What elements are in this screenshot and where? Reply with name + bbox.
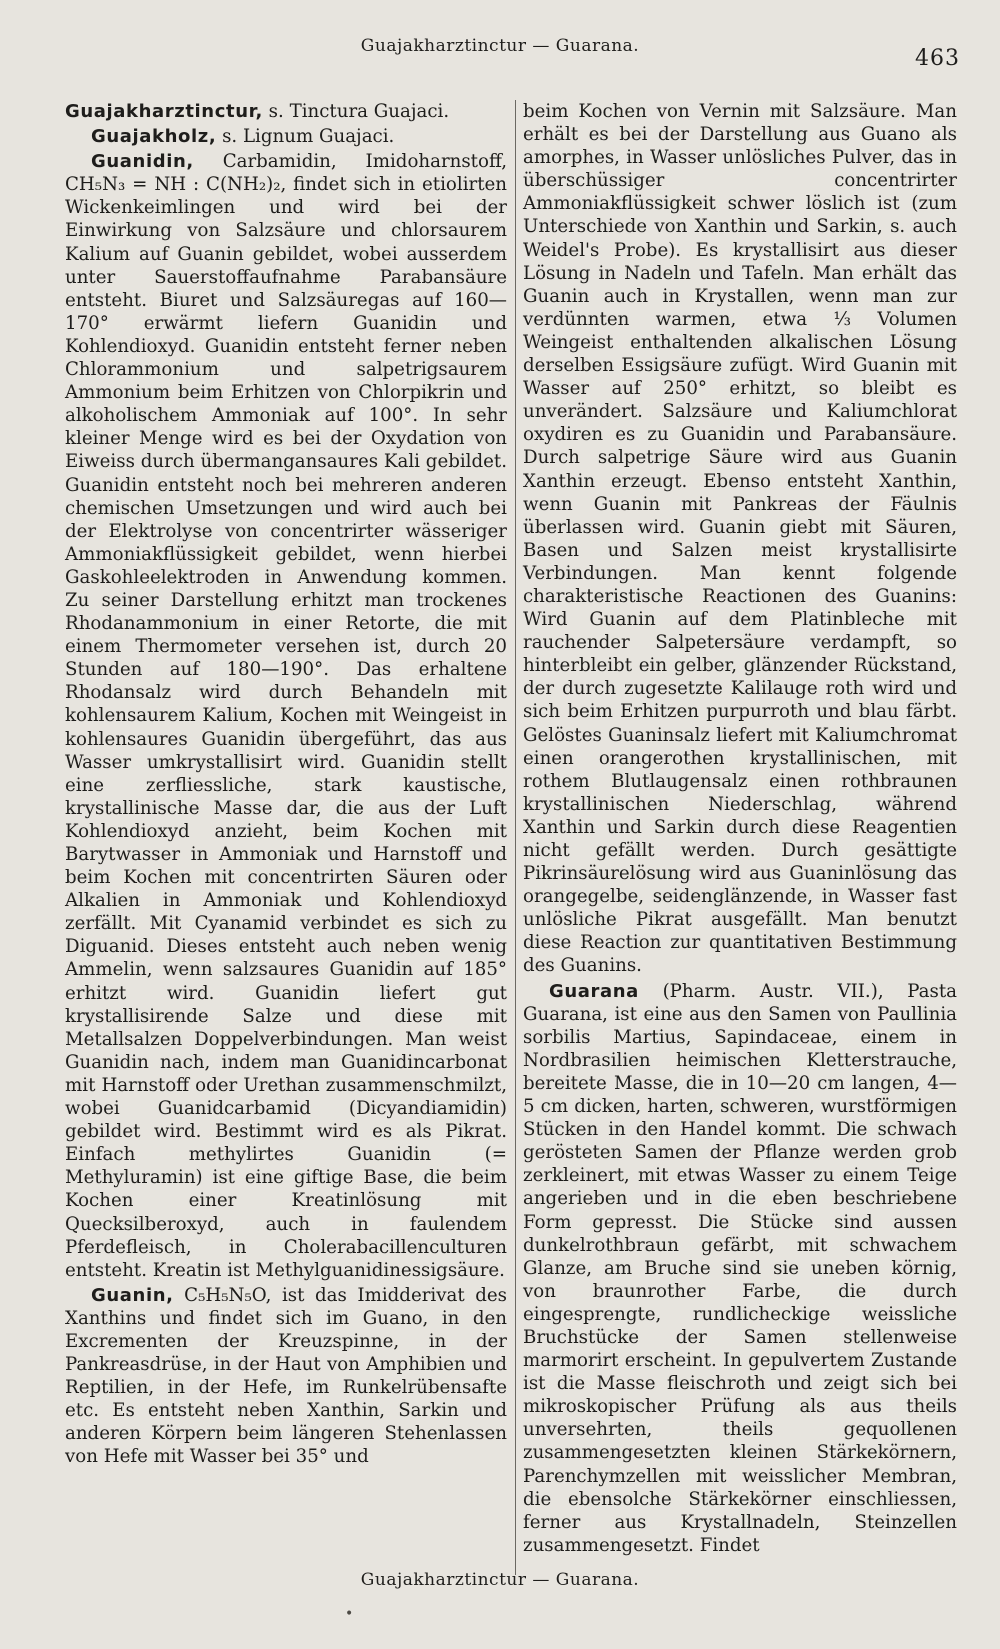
headword: Guanidin,: [91, 151, 194, 173]
entry-guajakholz: [65, 125, 507, 148]
headword: Guarana: [549, 980, 639, 1002]
footer-running-title: Guajakharztinctur — Guarana.: [360, 1570, 640, 1590]
entry-guanin: [65, 1284, 507, 1469]
entry-text: s. Lignum Guajaci.: [216, 126, 395, 148]
entry-text: C₅H₅N₅O, ist das Imidderivat des Xanthins und findet sich im Guano, in den Excrementen der Kreuzspinne, in der Pankreasdrüse, in der Haut von Amphibien und Reptilien, in der Hefe, im Runkelrübensafte etc. Es entsteht neben Xanthin, Sarkin und anderen Körpern beim längeren Stehenlassen von Hefe mit Wasser bei 35° und: [65, 1284, 507, 1468]
column-divider: [515, 100, 516, 1575]
headword: Guajakholz,: [91, 126, 217, 148]
headword: Guanin,: [91, 1284, 174, 1306]
entry-text: (Pharm. Austr. VII.), Pasta Guarana, ist eine aus den Samen von Paullinia sorbilis Martius, Sapindaceae, einem in Nordbrasilien heimischen Kletterstrauche, bereitete Masse, die in 10—20 cm langen, 4—5 cm dicken, harten, schweren, wurstförmigen Stücken in den Handel kommt. Die schwach gerösteten Samen der Pflanze werden grob zerkleinert, mit etwas Wasser zu einem Teige angerieben und in die eben beschriebene Form gepresst. Die Stücke sind aussen dunkelrothbraun gefärbt, mit schwachem Glanze, am Bruche sind sie uneben körnig, von braunrother Farbe, die durch eingesprengte, rundlicheckige weissliche Bruchstücke der Samen stellenweise marmorirt erscheint. In gepulvertem Zustande ist die Masse fleischroth und zeigt sich bei mikroskopischer Prüfung als aus theils unversehrten, theils gequollenen zusammengesetzten kleinen Stärkekörnern, Parenchymzellen mit weisslicher Membran, die ebensolche Stärkekörner einschliessen, ferner aus Krystallnadeln, Steinzellen zusammengesetzt. Findet: [523, 980, 957, 1556]
footer-mark: •: [345, 1606, 354, 1622]
entry-text: s. Tinctura Guajaci.: [262, 101, 450, 122]
entry-text: beim Kochen von Vernin mit Salzsäure. Man erhält es bei der Darstellung aus Guano als amorphes, in Wasser unlösliches Pulver, das in überschüssiger concentrirter Ammoniakflüssigkeit schwer löslich ist (zum Unterschiede von Xanthin und Sarkin, s. auch Weidel's Probe). Es krystallisirt aus dieser Lösung in Nadeln und Tafeln. Man erhält das Guanin auch in Krystallen, wenn man zur verdünnten warmen, etwa ⅓ Volumen Weingeist enthaltenden alkalischen Lösung derselben Essigsäure zufügt. Wird Guanin mit Wasser auf 250° erhitzt, so bleibt es unverändert. Salzsäure und Kaliumchlorat oxydiren es zu Guanidin und Parabansäure. Durch salpetrige Säure wird aus Guanin Xanthin erzeugt. Ebenso entsteht Xanthin, wenn Guanin mit Pankreas der Fäulnis überlassen wird. Guanin giebt mit Säuren, Basen und Salzen meist krystallisirte Verbindungen. Man kennt folgende charakteristische Reactionen des Guanins: Wird Guanin auf dem Platinbleche mit rauchender Salpetersäure verdampft, so hinterbleibt ein gelber, glänzender Rückstand, der durch zugesetzte Kalilauge roth wird und sich beim Erhitzen purpurroth und blau färbt. Gelöstes Guaninsalz liefert mit Kaliumchromat einen orangerothen krystallinischen, mit rothem Blutlaugensalz einen rothbraunen krystallinischen Niederschlag, während Xanthin und Sarkin durch diese Reagentien nicht gefällt werden. Durch gesättigte Pikrinsäurelösung wird aus Guaninlösung das orangegelbe, seidenglänzende, in Wasser fast unlösliche Pikrat ausgefällt. Man benutzt diese Reaction zur quantitativen Bestimmung des Guanins.: [523, 101, 957, 977]
entry-text: Carbamidin, Imidoharnstoff, CH₅N₃ = NH : C(NH₂)₂, findet sich in etiolirten Wickenkeimlingen und wird bei der Einwirkung von Salzsäure und chlorsaurem Kalium auf Guanin gebildet, wobei ausserdem unter Sauerstoffaufnahme Parabansäure entsteht. Biuret und Salzsäuregas auf 160—170° erwärmt liefern Guanidin und Kohlendioxyd. Guanidin entsteht ferner neben Chlorammonium und salpetrigsaurem Ammonium beim Erhitzen von Chlorpikrin und alkoholischem Ammoniak auf 100°. In sehr kleiner Menge wird es bei der Oxydation von Eiweiss durch übermangansaures Kali gebildet. Guanidin entsteht noch bei mehreren anderen chemischen Umsetzungen und wird auch bei der Elektrolyse von concentrirter wässeriger Ammoniakflüssigkeit gebildet, wenn hierbei Gaskohleelektroden in Anwendung kommen. Zu seiner Darstellung erhitzt man trockenes Rhodanammonium in einer Retorte, die mit einem Thermometer versehen ist, durch 20 Stunden auf 180—190°. Das erhaltene Rhodansalz wird durch Behandeln mit kohlensaurem Kalium, Kochen mit Weingeist in kohlensaures Guanidin übergeführt, das aus Wasser umkrystallisirt wird. Guanidin stellt eine zerfliessliche, stark kaustische, krystallinische Masse dar, die aus der Luft Kohlendioxyd anzieht, beim Kochen mit Barytwasser in Ammoniak und Harnstoff und beim Kochen mit concentrirten Säuren oder Alkalien in Ammoniak und Kohlendioxyd zerfällt. Mit Cyanamid verbindet es sich zu Diguanid. Dieses entsteht auch neben wenig Ammelin, wenn salzsaures Guanidin auf 185° erhitzt wird. Guanidin liefert gut krystallisirende Salze und diese mit Metallsalzen Doppelverbindungen. Man weist Guanidin nach, indem man Guanidincarbonat mit Harnstoff oder Urethan zusammenschmilzt, wobei Guanidcarbamid (Dicyandiamidin) gebildet wird. Bestimmt wird es als Pikrat. Einfach methylirtes Guanidin (= Methyluramin) ist eine giftige Base, die beim Kochen einer Kreatinlösung mit Quecksilberoxyd, auch in faulendem Pferdefleisch, in Cholerabacillenculturen entsteht. Kreatin ist Methylguanidinessigsäure.: [65, 151, 507, 1281]
page-number: 463: [915, 46, 960, 71]
entry-guarana: [523, 980, 957, 1557]
left-column: [65, 100, 507, 1580]
right-column: [523, 100, 957, 1580]
headword: Guajakharztinctur,: [65, 101, 263, 122]
entry-guajakharztinctur: [65, 100, 507, 123]
entry-guanidin: [65, 150, 507, 1282]
entry-guanin-continuation: [523, 100, 957, 978]
running-header-title: Guajakharztinctur — Guarana.: [360, 36, 640, 56]
